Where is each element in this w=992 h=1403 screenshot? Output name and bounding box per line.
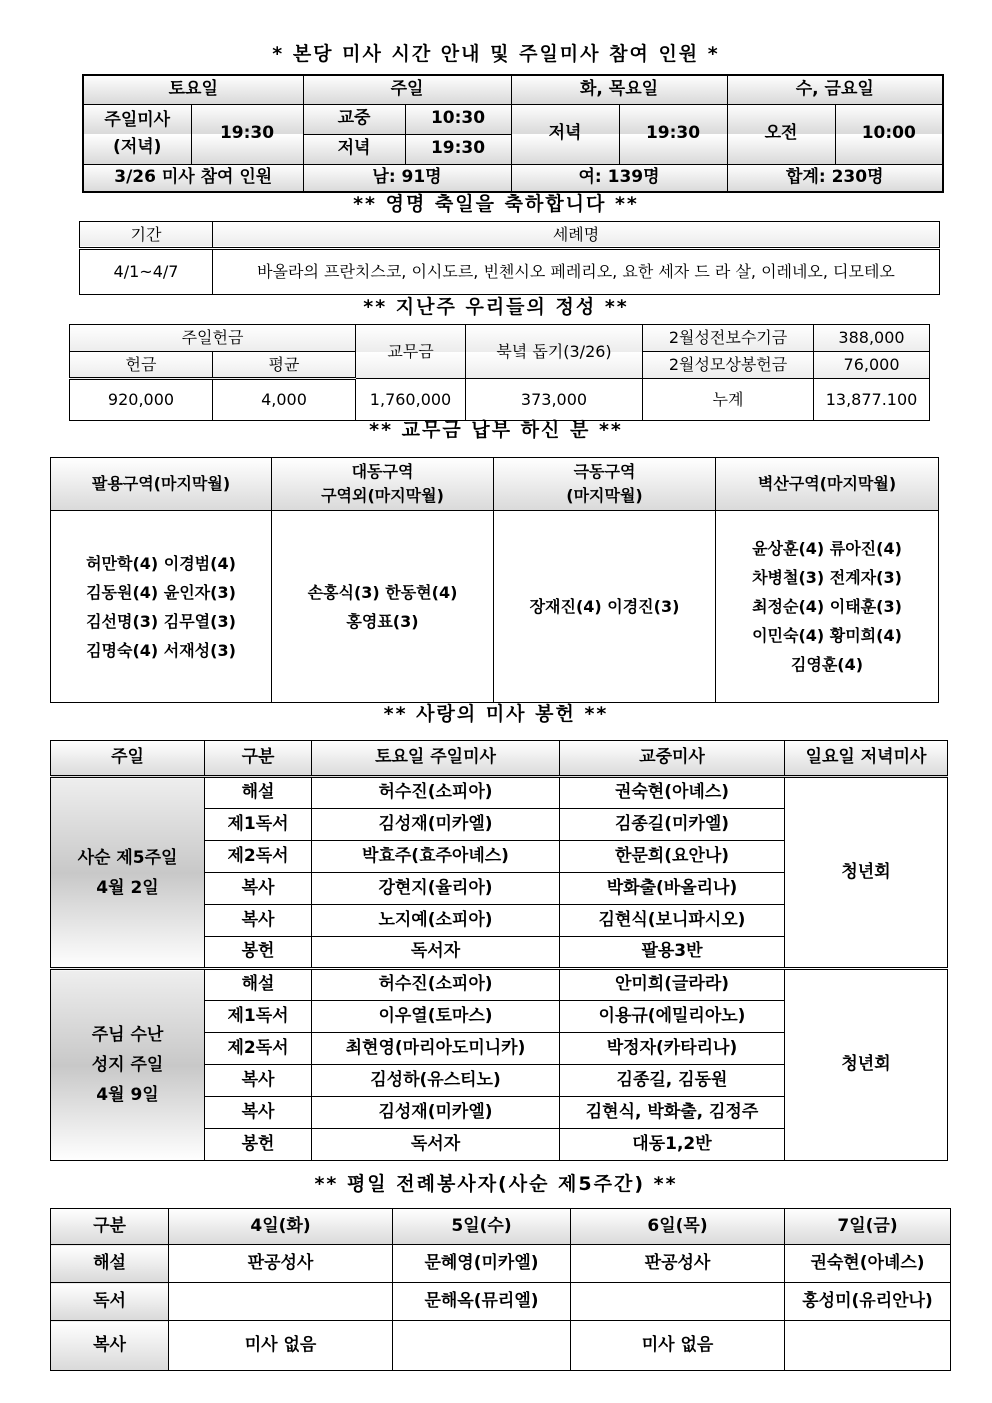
attendance-total: 합계: 230명 [727,164,943,192]
weekday-header-fri: 7일(금) [785,1209,951,1245]
weekday-header-wed: 5일(수) [393,1209,571,1245]
week1-sunday: 사순 제5주일 4월 2일 [51,777,205,969]
week1-main: 한문희(요안나) [560,841,785,873]
weekday-cell [785,1321,951,1371]
dues-value: 1,760,000 [356,379,466,421]
week2-sat: 김성하(유스티노) [312,1065,560,1097]
feast-names: 바올라의 프란치스코, 이시도르, 빈첸시오 페레리오, 요한 세자 드 라 살, 이레네오, 디모테오 [213,249,940,295]
weekday-cell: 홍성미(유리안나) [785,1283,951,1321]
week2-role: 제1독서 [205,1001,312,1033]
weekday-cell: 판공성사 [169,1245,393,1283]
weekday-table [50,1208,951,1371]
week1-main: 팔용3반 [560,937,785,969]
wed-fri-time: 10:00 [835,104,943,164]
dues-names-byeoksan: 윤상훈(4) 류아진(4) 차병철(3) 전계자(3) 최정순(4) 이태훈(3) 이민숙(4) 황미희(4) 김영훈(4) [716,511,939,703]
love-mass-title: ** 사랑의 미사 봉헌 ** [383,703,609,725]
week2-main: 안미희(글라라) [560,969,785,1001]
north-value: 373,000 [466,379,643,421]
week2-sat: 독서자 [312,1129,560,1161]
avg-label: 평균 [213,352,356,379]
feast-table [79,221,940,295]
weekday-cell: 미사 없음 [169,1321,393,1371]
week1-role: 봉헌 [205,937,312,969]
love-header-main: 교중미사 [560,741,785,777]
week2-main: 김현식, 박화출, 김정주 [560,1097,785,1129]
week1-role: 복사 [205,905,312,937]
dues-header-geukdong: 극동구역 (마지막월) [494,458,716,511]
week2-main: 김종길, 김동원 [560,1065,785,1097]
feast-period: 4/1~4/7 [80,249,213,295]
mass-times-title: * 본당 미사 시간 안내 및 주일미사 참여 인원 * [272,43,720,65]
weekday-cell: 권숙현(아녜스) [785,1245,951,1283]
fund2-value: 76,000 [814,352,930,379]
fund1-value: 388,000 [814,325,930,352]
week1-sat: 허수진(소피아) [312,777,560,809]
attendance-female: 여: 139명 [511,164,727,192]
love-header-sat: 토요일 주일미사 [312,741,560,777]
dues-paid-table [50,457,939,703]
week2-main: 이용규(에밀리아노) [560,1001,785,1033]
week2-sunday: 주님 수난 성지 주일 4월 9일 [51,969,205,1161]
week2-sat: 이우열(토마스) [312,1001,560,1033]
week1-sat: 김성재(미카엘) [312,809,560,841]
saturday-time: 19:30 [191,104,303,164]
week2-evening: 청년회 [785,969,948,1161]
weekday-cell: 미사 없음 [571,1321,785,1371]
tue-thu-label: 저녁 [511,104,619,164]
week2-role: 제2독서 [205,1033,312,1065]
sunday-offering-label: 주일헌금 [70,325,356,352]
saturday-label: 주일미사 (저녁) [83,104,191,164]
week2-main: 대동1,2반 [560,1129,785,1161]
mass-times-table [82,74,944,193]
dues-header-daedong: 대동구역 구역외(마지막월) [272,458,494,511]
cash-label: 헌금 [70,352,213,379]
offering-table [69,324,930,421]
fund2-label: 2월성모상봉헌금 [643,352,814,379]
dues-header-byeoksan: 벽산구역(마지막월) [716,458,939,511]
attendance-label: 3/26 미사 참여 인원 [83,164,303,192]
weekday-header-role: 구분 [51,1209,169,1245]
sunday-evening-time: 19:30 [405,134,511,164]
wed-fri-label: 오전 [727,104,835,164]
week1-sat: 독서자 [312,937,560,969]
attendance-male: 남: 91명 [303,164,511,192]
dues-header-palyong: 팔용구역(마지막월) [51,458,272,511]
dues-names-geukdong: 장재진(4) 이경진(3) [494,511,716,703]
weekday-cell [169,1283,393,1321]
week2-sat: 김성재(미카엘) [312,1097,560,1129]
week2-role: 해설 [205,969,312,1001]
fund1-label: 2월성전보수기금 [643,325,814,352]
total-value: 13,877.100 [814,379,930,421]
week1-evening: 청년회 [785,777,948,969]
header-wed-fri: 수, 금요일 [727,75,943,104]
header-tue-thu: 화, 목요일 [511,75,727,104]
week2-role: 복사 [205,1097,312,1129]
dues-names-daedong: 손홍식(3) 한동현(4) 홍영표(3) [272,511,494,703]
weekday-role: 해설 [51,1245,169,1283]
total-label: 누계 [643,379,814,421]
weekday-cell: 문혜영(미카엘) [393,1245,571,1283]
week2-role: 복사 [205,1065,312,1097]
sunday-evening-label: 저녁 [303,134,405,164]
offering-title: ** 지난주 우리들의 정성 ** [363,296,629,318]
tue-thu-time: 19:30 [619,104,727,164]
week2-sat: 최현영(마리아도미니카) [312,1033,560,1065]
week2-sat: 허수진(소피아) [312,969,560,1001]
week1-role: 제1독서 [205,809,312,841]
weekday-title: ** 평일 전례봉사자(사순 제5주간) ** [314,1173,678,1195]
weekday-cell [571,1283,785,1321]
feast-header-names: 세례명 [213,222,940,249]
sunday-main-label: 교중 [303,104,405,134]
weekday-cell: 문해옥(뮤리엘) [393,1283,571,1321]
header-saturday: 토요일 [83,75,303,104]
feast-header-period: 기간 [80,222,213,249]
week2-main: 박정자(카타리나) [560,1033,785,1065]
sunday-main-time: 10:30 [405,104,511,134]
week1-sat: 박효주(효주아녜스) [312,841,560,873]
dues-label: 교무금 [356,325,466,379]
weekday-role: 복사 [51,1321,169,1371]
week1-role: 해설 [205,777,312,809]
weekday-role: 독서 [51,1283,169,1321]
love-header-role: 구분 [205,741,312,777]
love-mass-table [50,740,948,1161]
dues-paid-title: ** 교무금 납부 하신 분 ** [369,419,623,441]
avg-value: 4,000 [213,379,356,421]
week1-sat: 노지예(소피아) [312,905,560,937]
week1-main: 박화출(바올리나) [560,873,785,905]
cash-value: 920,000 [70,379,213,421]
dues-names-palyong: 허만학(4) 이경범(4) 김동원(4) 윤인자(3) 김선명(3) 김무열(3) 김명숙(4) 서재성(3) [51,511,272,703]
week1-main: 권숙현(아녜스) [560,777,785,809]
weekday-cell: 판공성사 [571,1245,785,1283]
week1-main: 김종길(미카엘) [560,809,785,841]
north-label: 북녘 돕기(3/26) [466,325,643,379]
week1-role: 제2독서 [205,841,312,873]
week1-main: 김현식(보니파시오) [560,905,785,937]
weekday-header-tue: 4일(화) [169,1209,393,1245]
weekday-header-thu: 6일(목) [571,1209,785,1245]
love-header-evening: 일요일 저녁미사 [785,741,948,777]
week1-sat: 강현지(율리아) [312,873,560,905]
feast-title: ** 영명 축일을 축하합니다 ** [353,193,639,215]
love-header-sunday: 주일 [51,741,205,777]
header-sunday: 주일 [303,75,511,104]
week1-role: 복사 [205,873,312,905]
weekday-cell [393,1321,571,1371]
week2-role: 봉헌 [205,1129,312,1161]
